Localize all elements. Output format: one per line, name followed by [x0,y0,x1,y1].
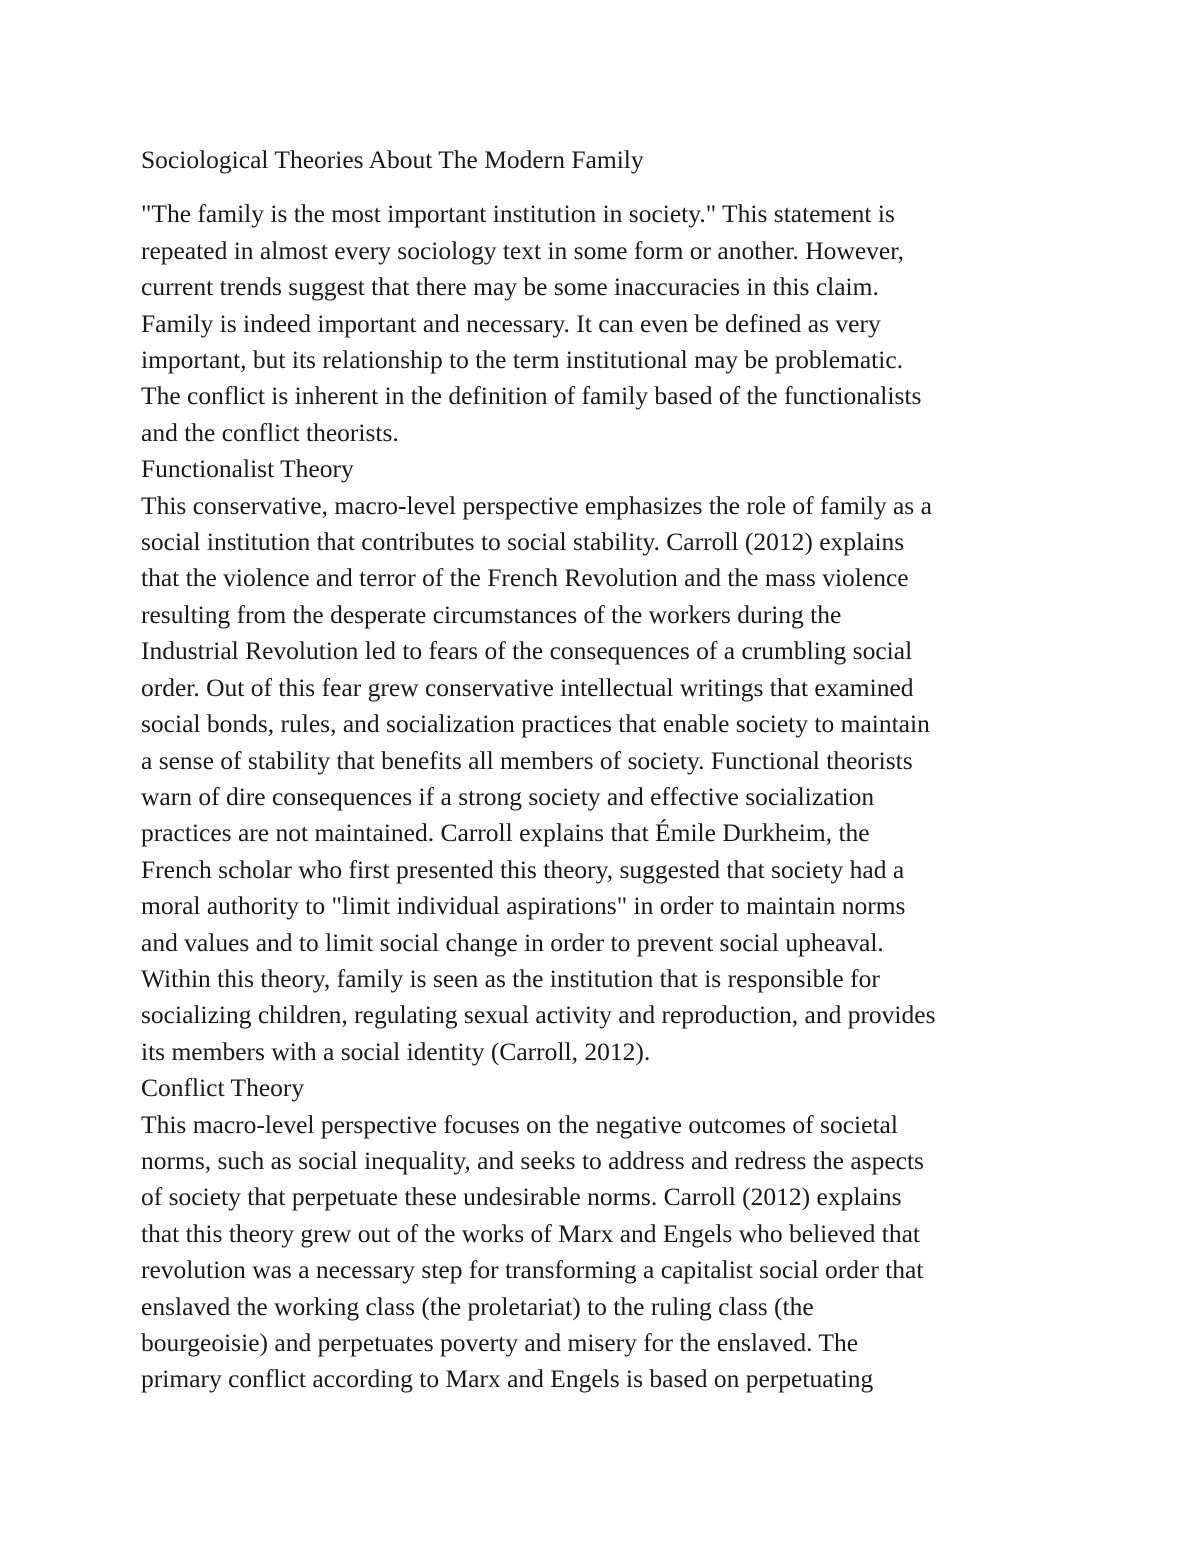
functionalist-heading: Functionalist Theory [141,454,354,484]
conflict-paragraph [141,1107,1071,1398]
text-line: social bonds, rules, and socialization practices that enable society to maintain [141,709,930,739]
document-title: Sociological Theories About The Modern Family [141,145,644,174]
text-line: its members with a social identity (Carroll, 2012). [141,1036,651,1066]
document-body [141,142,1071,1398]
text-line: socializing children, regulating sexual activity and reproduction, and provides [141,1000,936,1030]
text-line: warn of dire consequences if a strong society and effective socialization [141,781,875,811]
text-line: repeated in almost every sociology text in some form or another. However, [141,235,905,265]
text-line: This macro-level perspective focuses on the negative outcomes of societal [141,1109,898,1139]
text-line: enslaved the working class (the proletariat) to the ruling class (the [141,1291,814,1321]
text-line: moral authority to "limit individual aspirations" in order to maintain norms [141,891,906,921]
text-line: Within this theory, family is seen as the institution that is responsible for [141,963,880,993]
text-line: French scholar who first presented this theory, suggested that society had a [141,854,905,884]
text-line: of society that perpetuate these undesirable norms. Carroll (2012) explains [141,1182,902,1212]
text-line: The conflict is inherent in the definition of family based of the functionalists [141,381,922,411]
text-line: social institution that contributes to social stability. Carroll (2012) explains [141,527,905,557]
functionalist-paragraph [141,488,1071,1071]
text-line: that the violence and terror of the French Revolution and the mass violence [141,563,909,593]
text-line: norms, such as social inequality, and seeks to address and redress the aspects [141,1145,924,1175]
text-line: revolution was a necessary step for transforming a capitalist social order that [141,1255,924,1285]
text-line: order. Out of this fear grew conservative intellectual writings that examined [141,672,914,702]
text-line: Industrial Revolution led to fears of the consequences of a crumbling social [141,636,913,666]
text-line: resulting from the desperate circumstances of the workers during the [141,599,842,629]
text-line: that this theory grew out of the works of Marx and Engels who believed that [141,1218,920,1248]
text-line: "The family is the most important institution in society." This statement is [141,199,895,229]
text-line: practices are not maintained. Carroll explains that Émile Durkheim, the [141,818,870,848]
text-line: important, but its relationship to the term institutional may be problematic. [141,345,904,375]
text-line: primary conflict according to Marx and Engels is based on perpetuating [141,1364,874,1394]
text-line: current trends suggest that there may be some inaccuracies in this claim. [141,272,879,302]
text-line: This conservative, macro-level perspective emphasizes the role of family as a [141,490,932,520]
text-line: a sense of stability that benefits all members of society. Functional theorists [141,745,913,775]
intro-paragraph [141,196,1071,451]
text-line: Family is indeed important and necessary. It can even be defined as very [141,308,881,338]
text-line: bourgeoisie) and perpetuates poverty and misery for the enslaved. The [141,1328,859,1357]
text-line: and values and to limit social change in order to prevent social upheaval. [141,927,884,957]
conflict-heading: Conflict Theory [141,1073,305,1103]
text-line: and the conflict theorists. [141,417,399,447]
